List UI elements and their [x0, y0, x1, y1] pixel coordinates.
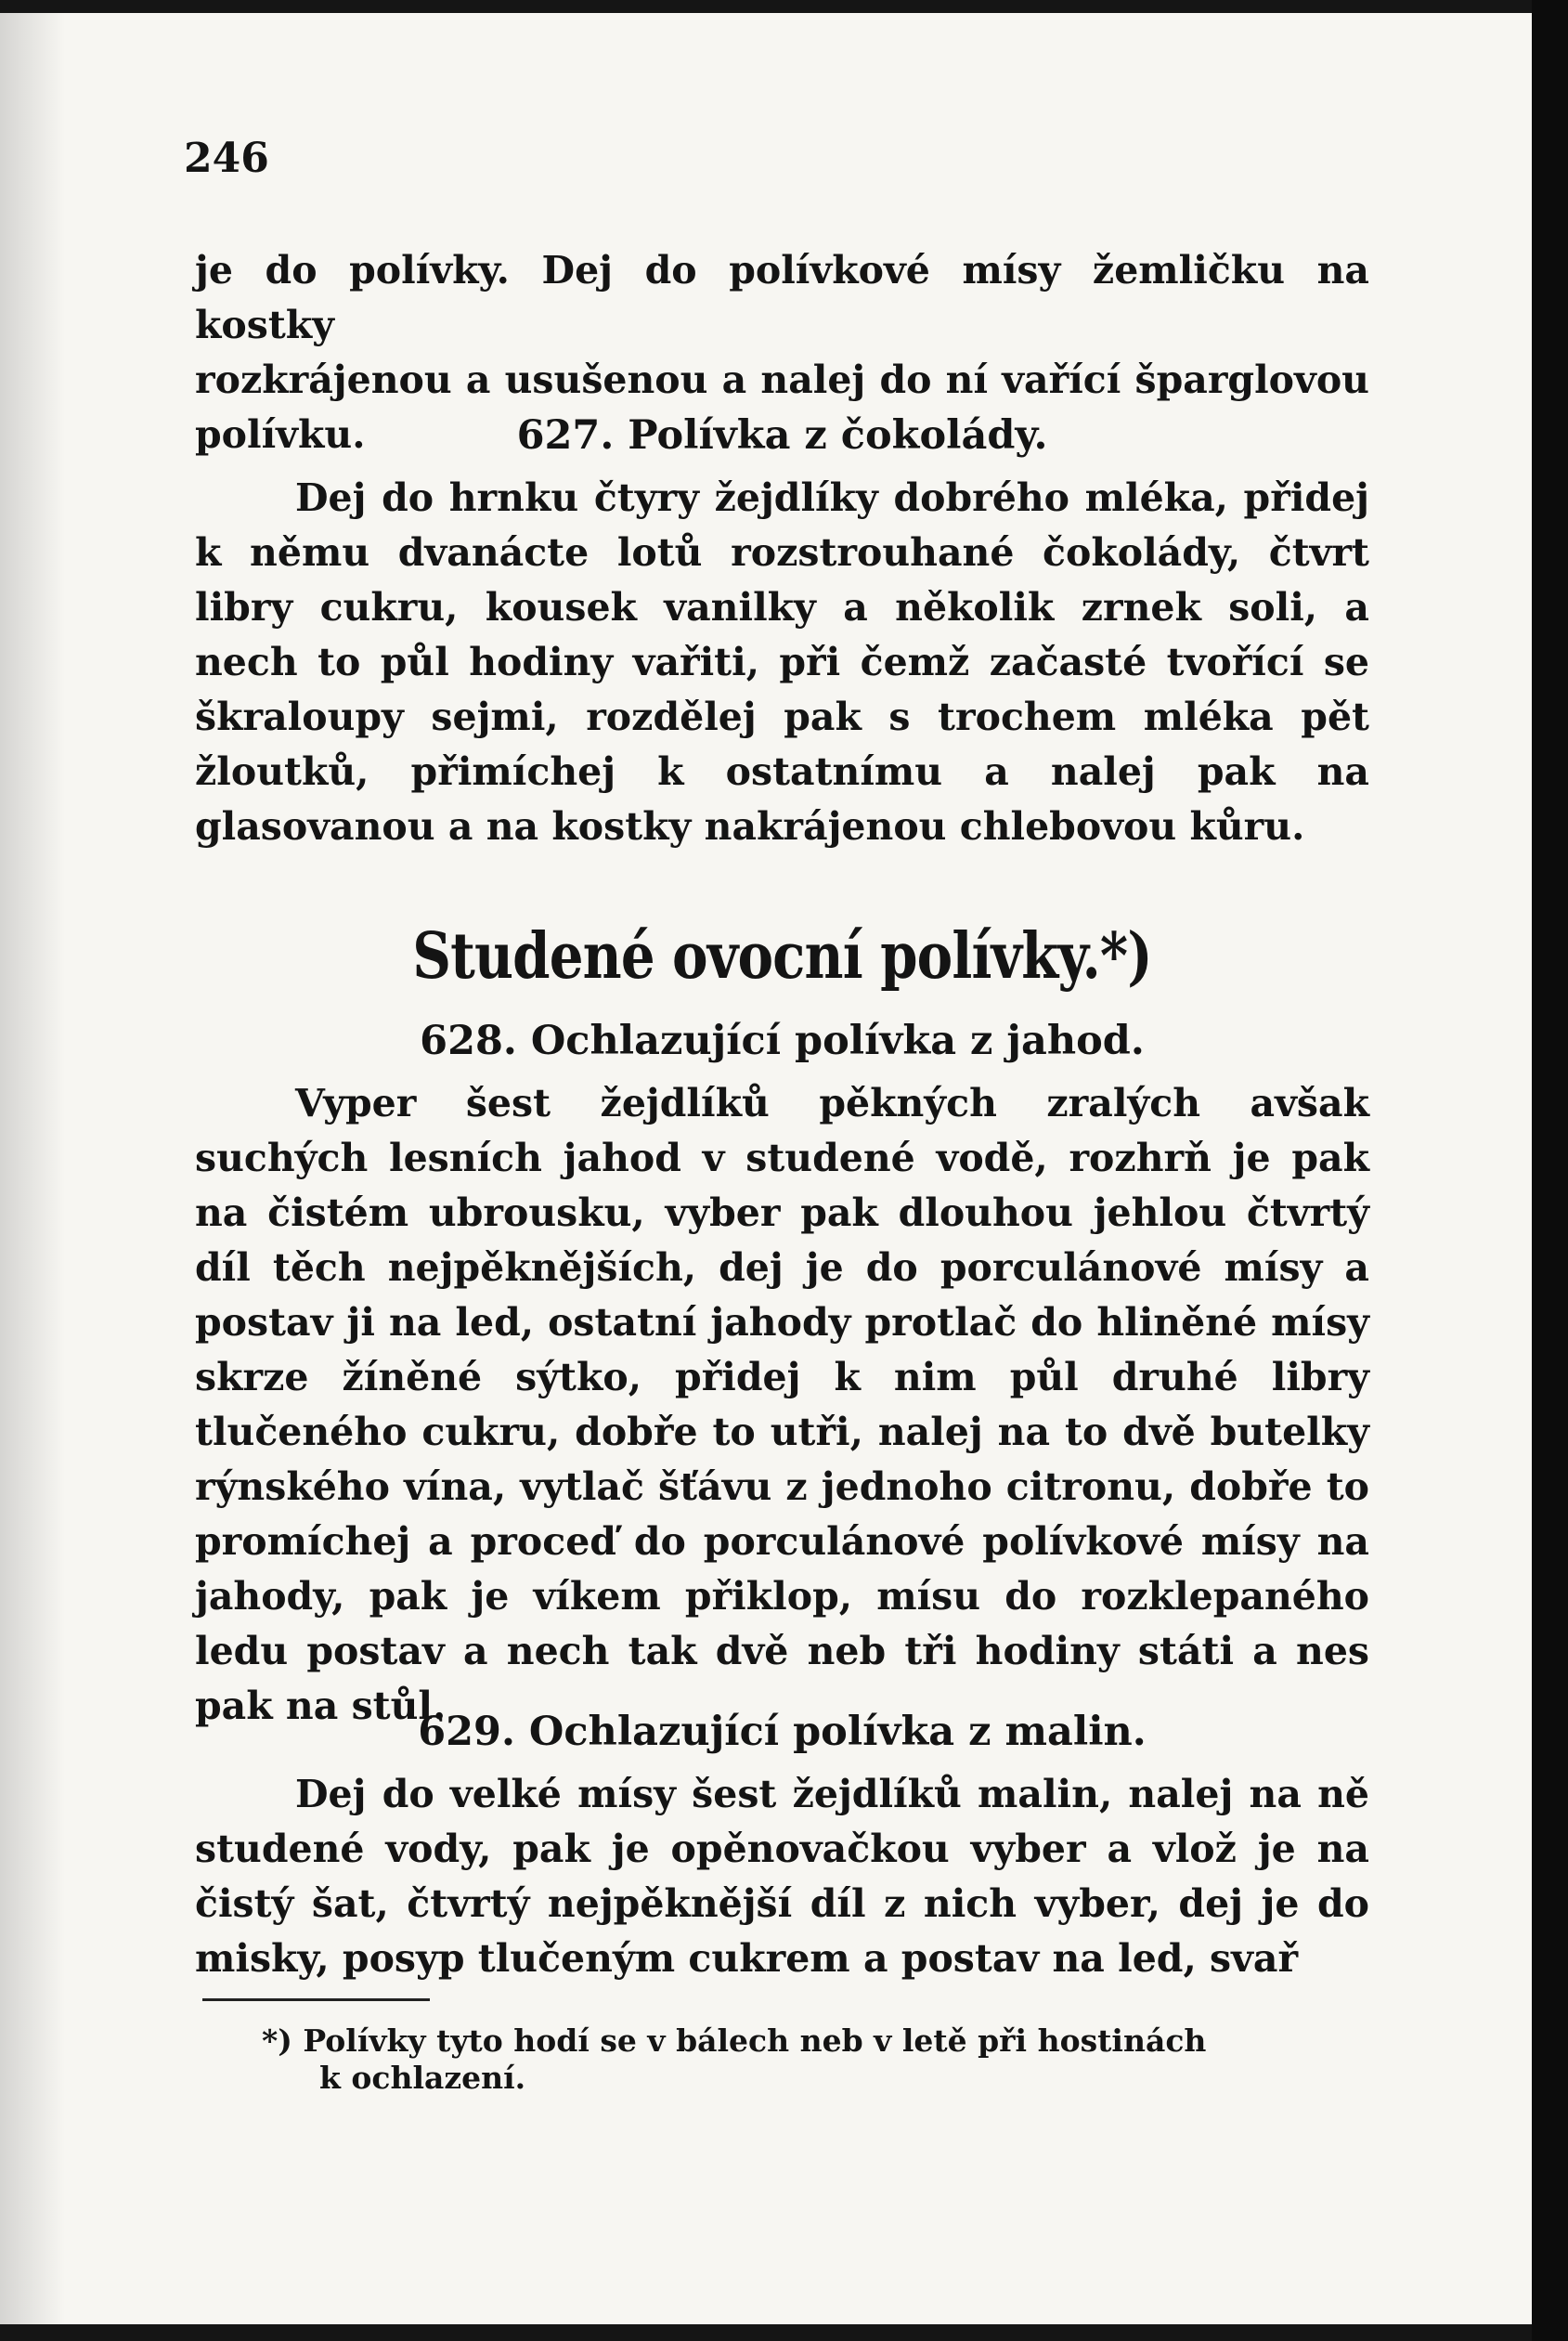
- recipe-627-paragraph: Dej do hrnku čtyry žejdlíky dobrého mléka, přidej k němu dvanácte lotů rozstrouhané čokolády, čtvrt libry cukru, kousek vanilky a několik zrnek soli, a nech to půl hodiny vařiti, při čemž začasté tvořící se škraloupy sejmi, rozdělej pak s trochem mléka pět žloutků, přimíchej k ostatnímu a nalej pak na glasovanou a na kostky nakrájenou chlebovou kůru.: [195, 475, 1369, 849]
- recipe-629-paragraph: Dej do velké mísy šest žejdlíků malin, nalej na ně studené vody, pak je opěnovačkou vyber a vlož je na čistý šat, čtvrtý nejpěknější díl z nich vyber, dej je do misky, posyp tlučeným cukrem a postav na led, svař: [195, 1772, 1369, 1981]
- intro-line-2: rozkrájenou a usušenou a nalej do ní vařící šparglovou: [195, 358, 1369, 402]
- intro-line-3: polívku.: [195, 412, 366, 457]
- footnote-rule: [202, 1998, 430, 2001]
- recipe-628-paragraph: Vyper šest žejdlíků pěkných zralých avšak suchých lesních jahod v studené vodě, rozhrň je pak na čistém ubrousku, vyber pak dlouhou jehlou čtvrtý díl těch nejpěknějších, dej je do porculánové mísy a postav ji na led, ostatní jahody protlač do hliněné mísy skrze žíněné sýtko, přidej k nim půl druhé libry tlučeného cukru, dobře to utři, nalej na to dvě butelky rýnského vína, vytlač šťávu z jednoho citronu, dobře to promíchej a proceď do porculánové polívkové mísy na jahody, pak je víkem přiklop, mísu do rozklepaného ledu postav a nech tak dvě neb tři hodiny státi a nes pak na stůl.: [195, 1081, 1369, 1728]
- footnote-line-1: *) Polívky tyto hodí se v bálech neb v letě při hostinách: [262, 2022, 1207, 2059]
- recipe-629: [195, 1705, 1369, 1986]
- scan-bottom-border: [0, 2324, 1532, 2341]
- section-heading: Studené ovocní polívky.*): [412, 919, 1152, 994]
- recipe-629-title: 629. Ochlazující polívka z malin.: [418, 1709, 1147, 1755]
- page-number: 246: [184, 135, 269, 182]
- recipe-627-title: 627. Polívka z čokolády.: [516, 412, 1048, 459]
- footnote-line-2: k ochlazení.: [319, 2060, 526, 2096]
- footnote: [262, 2022, 1362, 2097]
- page-edge-shadow: [0, 0, 65, 2341]
- recipe-627: [195, 409, 1369, 854]
- intro-line-1: je do polívky. Dej do polívkové mísy žemličku na kostky: [195, 248, 1369, 347]
- scan-top-border: [0, 0, 1532, 13]
- recipe-628-title: 628. Ochlazující polívka z jahod.: [420, 1018, 1145, 1064]
- recipe-628: [195, 1014, 1369, 1734]
